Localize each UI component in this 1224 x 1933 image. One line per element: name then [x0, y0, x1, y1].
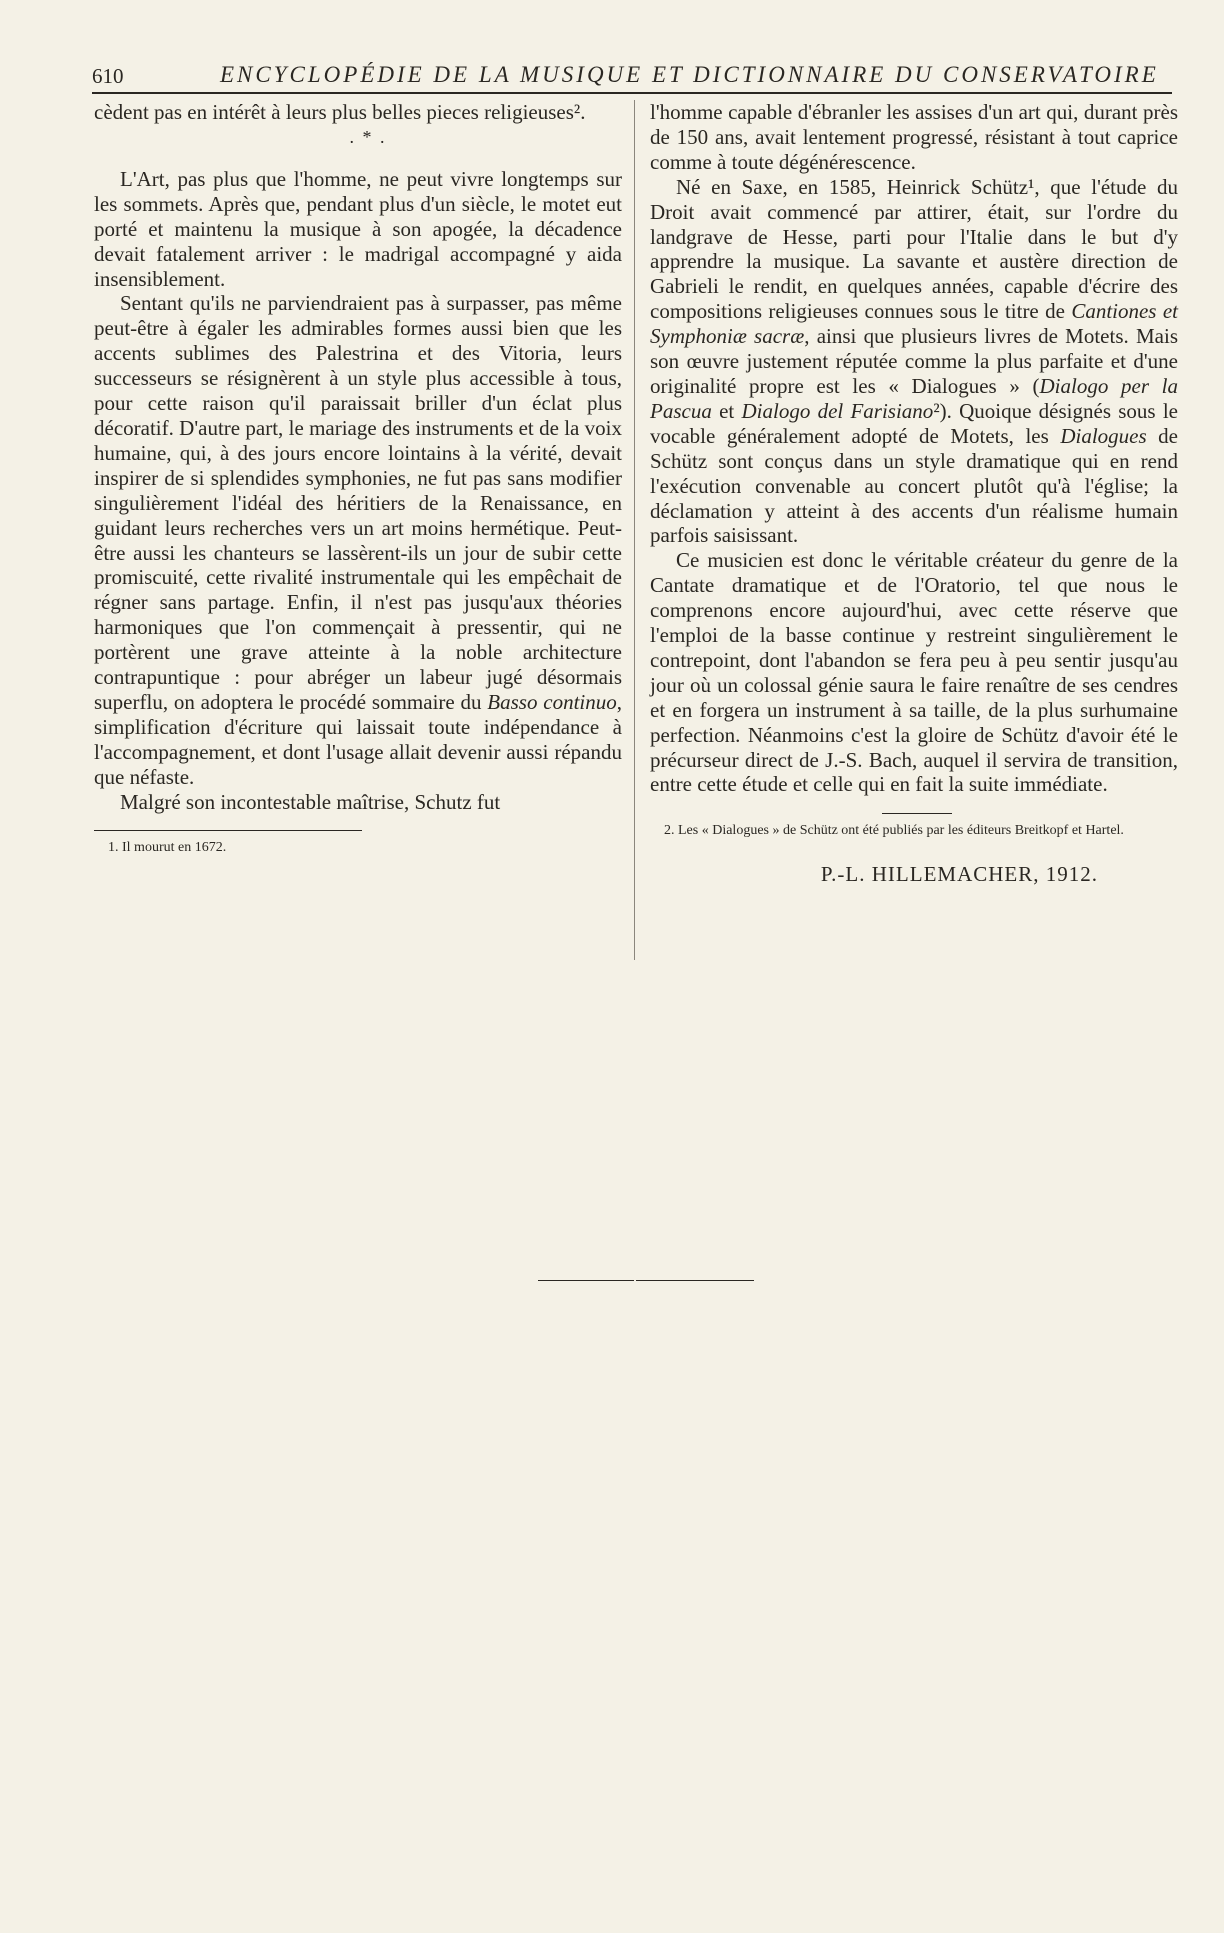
paragraph-text: et — [711, 398, 742, 423]
italic-title: Dialogo per la Pascua — [650, 373, 1178, 423]
author-signature: P.-L. HILLEMACHER, 1912. — [820, 862, 1098, 887]
footnote-rule — [94, 830, 362, 831]
footnote-2: 2. Les « Dialogues » de Schütz ont été publiés par les éditeurs Breitkopf et Hartel. — [664, 823, 1124, 839]
paragraph-text: de Schütz sont conçus dans un style dramatique qui en rend l'exécution convenable au concert plutôt qu'à l'église; la déclamation y atteint à des accents d'un réalisme humain parfois saisissant. — [650, 423, 1178, 548]
paragraph-sentant — [94, 291, 622, 789]
footnote-rule — [882, 813, 952, 814]
paragraph-text: Sentant qu'ils ne parviendraient pas à surpasser, pas même peut-être à égaler les admirables formes aussi bien que les accents sublimes des Palestrina et des Vitoria, leurs successeurs se résignèrent à un style plus accessible à tous, pour cette raison qu'il paraissait briller d'un éclat plus décoratif. D'autre part, le mariage des instruments et de la voix humaine, qui, à des jours encore lointains à la vérité, devait inspirer de si splendides symphonies, ne fut pas sans modifier singulièrement l'idéal des héritiers de la Renaissance, en guidant leurs recherches vers un art moins hermétique. Peut-être aussi les chanteurs se lassèrent-ils un jour de subir cette promiscuité, cette rivalité instrumentale qui les empêchait de régner sans partage. Enfin, il n'est pas jusqu'aux théories harmoniques que l'on commençait à pressentir, qui ne portèrent une grave atteinte à la noble architecture contrapuntique : pour abréger un labeur jugé désormais superflu, on adoptera le procédé sommaire du — [94, 291, 622, 714]
footnote-1: 1. Il mourut en 1672. — [108, 840, 227, 856]
paragraph-ce-musicien: Ce musicien est donc le véritable créateur du genre de la Cantate dramatique et de l'Oratorio, tel que nous le comprenons encore aujourd'hui, avec cette réserve que l'emploi de la basse continue y restreint singulièrement le contrepoint, dont l'abandon se fera peu à peu sentir jusqu'au jour où un colossal génie saura le faire renaître de ses cendres et en forgera un instrument à sa taille, de la plus surhumaine perfection. Néanmoins c'est la gloire de Schütz d'avoir été le précurseur direct de J.-S. Bach, auquel il servira de transition, entre cette étude et celle qui en fait la suite immédiate. — [650, 548, 1178, 797]
paragraph-malgre: Malgré son incontestable maîtrise, Schutz fut — [120, 789, 501, 814]
right-column — [650, 100, 1178, 887]
left-column — [94, 100, 622, 857]
italic-term: Basso continuo — [487, 689, 617, 714]
paragraph-art: L'Art, pas plus que l'homme, ne peut vivre longtemps sur les sommets. Après que, pendant plus d'un siècle, le motet eut porté et maintenu la musique à son apogée, la décadence devait fatalement arriver : le madrigal accompagné y aida insensiblement. — [94, 166, 622, 291]
paragraph-text: , ainsi que plusieurs livres de Motets. Mais son œuvre justement réputée comme la plus parfaite et d'une originalité propre est les « Dialogues » ( — [650, 324, 1178, 398]
paragraph-continuation: cèdent pas en intérêt à leurs plus belles pieces religieuses². — [94, 100, 586, 124]
page-header — [92, 60, 1172, 94]
paragraph-ne-en-saxe — [650, 175, 1178, 549]
page-number: 610 — [92, 64, 124, 88]
paragraph-text: , simplification d'écriture qui laissait toute indépendance à l'accompagnement, et dont l'usage allait devenir aussi répandu que néfaste. — [94, 689, 622, 789]
asterism-divider: . * . — [349, 126, 387, 147]
paragraph-text: Né en Saxe, en 1585, Heinrick Schütz¹, que l'étude du Droit avait commencé par attirer, était, sur l'ordre du landgrave de Hesse, parti pour l'Italie dans le but d'y apprendre la musique. La savante et austère direction de Gabrieli le rendit, en quelques années, capable d'écrire des compositions religieuses connues sous le titre de — [650, 174, 1178, 324]
running-title: ENCYCLOPÉDIE DE LA MUSIQUE ET DICTIONNAIRE DU CONSERVATOIRE — [220, 62, 1159, 87]
paragraph-continuation-right: l'homme capable d'ébranler les assises d'un art qui, durant près de 150 ans, avait lentement progressé, résistant à tout caprice comme à toute dégénérescence. — [650, 100, 1178, 174]
italic-title: Dialogues — [1060, 423, 1147, 448]
paragraph-text: ²). Quoique désignés sous le vocable généralement adopté de Motets, les — [650, 398, 1178, 448]
end-rule — [538, 1280, 634, 1281]
italic-title: Cantiones et Symphoniæ sacræ — [650, 299, 1178, 349]
column-divider — [634, 100, 635, 960]
end-rule — [636, 1280, 754, 1281]
italic-title: Dialogo del Farisiano — [741, 398, 934, 423]
